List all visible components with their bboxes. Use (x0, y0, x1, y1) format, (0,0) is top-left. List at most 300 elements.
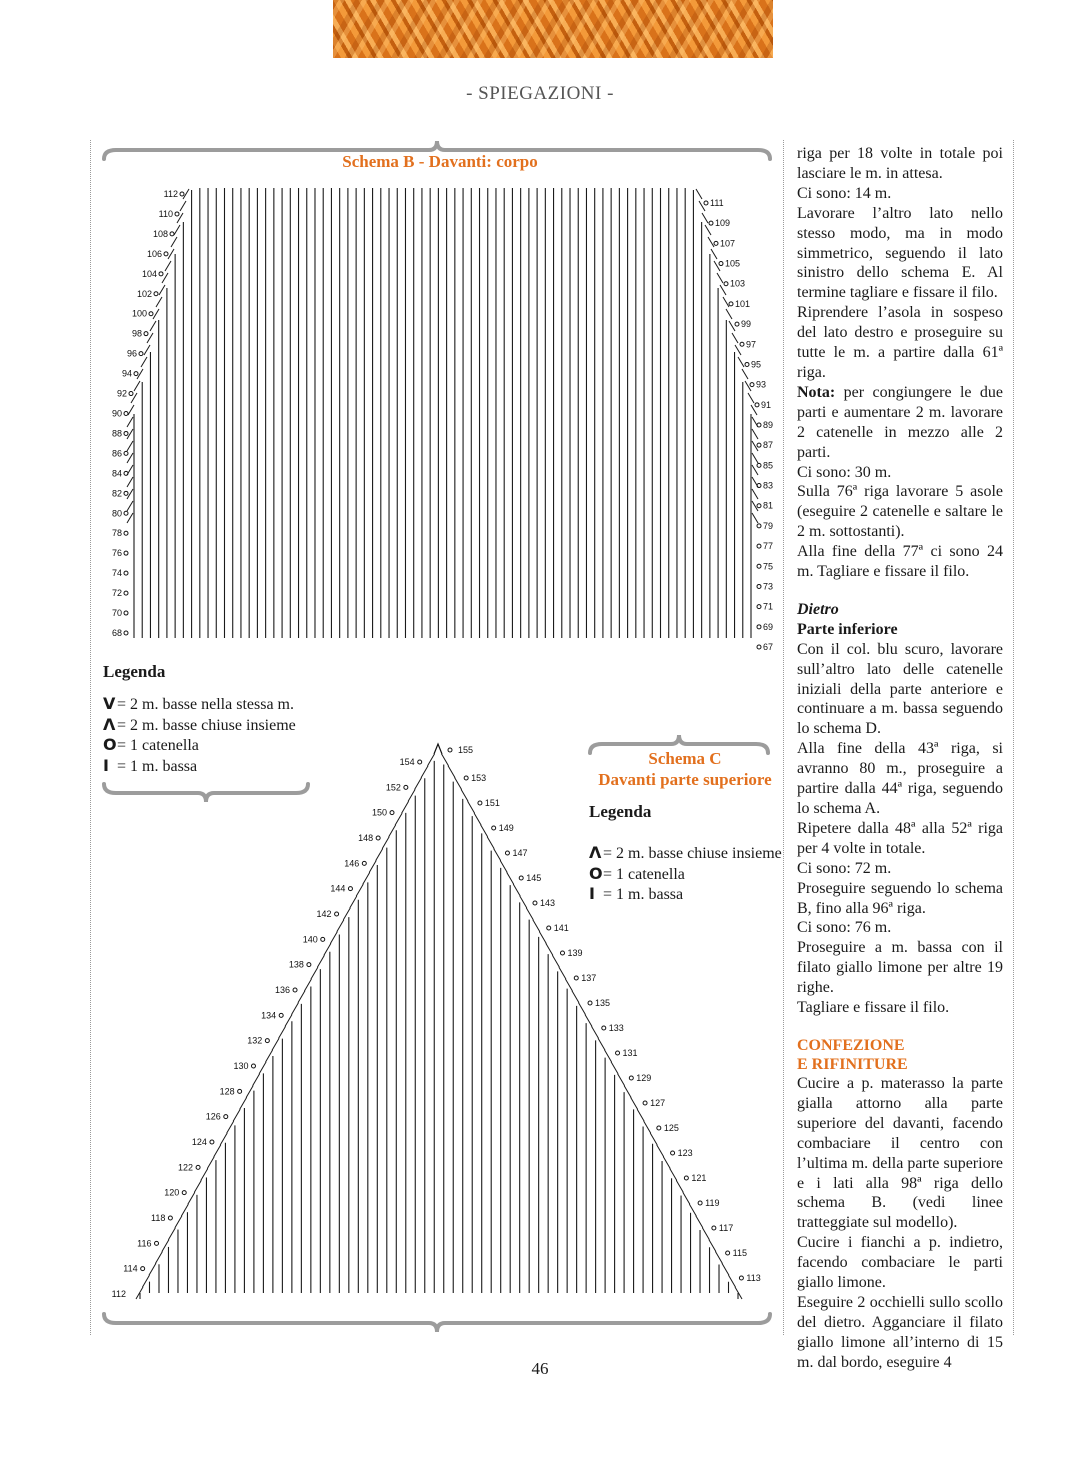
bar-symbol-icon: I (589, 884, 595, 903)
chain-mark (175, 212, 179, 216)
shaping-mark (214, 1145, 221, 1157)
chain-mark (307, 963, 311, 967)
schema-c-title: Schema C Davanti parte superiore (598, 749, 772, 789)
chain-mark (629, 1076, 633, 1080)
shaping-mark (127, 501, 133, 511)
chain-mark (519, 876, 523, 880)
shaping-mark (729, 321, 735, 331)
shaping-mark (507, 872, 514, 884)
shaping-mark (141, 357, 147, 367)
row-label: 88 (111, 428, 122, 439)
shaping-mark (389, 825, 396, 837)
shaping-mark (738, 357, 744, 367)
shaping-mark (363, 872, 370, 884)
row-label: 93 (756, 379, 767, 390)
row-label: 136 (275, 985, 291, 995)
shaping-mark (369, 860, 376, 872)
paragraph: riga per 18 volte in totale poi lasciare le m. in attesa. (797, 145, 1003, 182)
shaping-mark (279, 1026, 286, 1038)
chain-mark (712, 1226, 716, 1230)
shaping-mark (350, 896, 357, 908)
shaping-mark (526, 908, 533, 920)
row-label: 107 (720, 238, 736, 249)
chain-mark (238, 1089, 242, 1093)
page-number: 46 (531, 1359, 549, 1378)
shaping-mark (461, 789, 468, 801)
row-label: 155 (458, 745, 474, 755)
row-label: 94 (121, 368, 132, 379)
row-label: 141 (553, 923, 569, 933)
chain-mark (745, 362, 749, 366)
shaping-mark (637, 1109, 644, 1121)
row-label: 68 (111, 628, 122, 638)
row-label: 103 (730, 278, 746, 289)
chain-mark (643, 1101, 647, 1105)
chain-mark (210, 1140, 214, 1144)
legend-item-decrease: Λ = 2 m. basse chiuse insieme (589, 843, 782, 862)
shaping-mark (415, 778, 422, 790)
chain-mark (134, 372, 138, 376)
row-label: 123 (677, 1148, 693, 1158)
shaping-mark (644, 1121, 651, 1133)
shaping-mark (220, 1133, 227, 1145)
shaping-mark (266, 1050, 273, 1062)
chain-mark (196, 1165, 200, 1169)
chain-mark (129, 392, 133, 396)
shaping-mark (188, 1192, 195, 1204)
shaping-mark (702, 1228, 709, 1240)
chain-mark (251, 1064, 255, 1068)
chain-mark (141, 1267, 145, 1271)
shaping-mark (513, 884, 520, 896)
row-label: 79 (763, 520, 774, 531)
row-label: 106 (146, 248, 162, 259)
shaping-mark (752, 513, 758, 523)
chain-mark (159, 272, 163, 276)
shaping-mark (696, 189, 702, 199)
bracket-rule (104, 784, 308, 802)
chain-mark (180, 192, 184, 196)
legend-item-increase: V = 2 m. basse nella stessa m. (103, 694, 294, 713)
chain-mark (757, 463, 761, 467)
shaping-mark (500, 860, 507, 872)
schema-c-legend (589, 802, 782, 905)
paragraph-note: Nota: per congiungere le due parti e aumentare 2 m. lavorare 2 catenelle in mezzo alle 2 parti. (797, 383, 1003, 461)
paragraph: Eseguire 2 occhielli sullo scollo del dietro. Agganciare il filato giallo limone all’interno di 15 m. dal bordo, eseguire 4 (797, 1293, 1003, 1371)
shaping-mark (474, 813, 481, 825)
row-label: 72 (111, 588, 122, 599)
shaping-mark (127, 477, 133, 487)
shaping-mark (448, 766, 455, 778)
chain-mark (560, 951, 564, 955)
row-label: 140 (302, 934, 318, 945)
row-label: 152 (385, 782, 401, 793)
bracket-rule (104, 1314, 770, 1332)
row-label: 124 (191, 1137, 207, 1147)
shaping-mark (330, 932, 337, 944)
row-label: 126 (205, 1111, 221, 1122)
row-label: 101 (735, 298, 751, 309)
shaping-mark (177, 213, 183, 223)
shaping-mark (720, 285, 726, 295)
paragraph: Sulla 76ª riga lavorare 5 asole (eseguire 2 catenelle e saltare le 2 m. sottostanti). (797, 483, 1003, 541)
shaping-mark (657, 1145, 664, 1157)
paragraph: Ripetere dalla 48ª alla 52ª riga per 4 volte in totale. (797, 819, 1003, 857)
shaping-mark (168, 1228, 175, 1240)
shaping-mark (708, 237, 714, 247)
row-label: 100 (131, 308, 147, 319)
row-label: 133 (608, 1023, 624, 1033)
row-label: 76 (111, 548, 122, 559)
paragraph: Lavorare l’altro lato nello stesso modo, ma in modo simmetrico, seguendo il lato sinistro dello schema E. Al termine tagliare e fissare il filo. (797, 204, 1003, 302)
chain-mark (757, 524, 761, 528)
legend-item-chain: O= 1 catenella (589, 863, 685, 883)
row-label: 121 (691, 1173, 707, 1183)
chain-mark (757, 625, 761, 629)
chain-mark (164, 252, 168, 256)
shaping-mark (253, 1074, 260, 1086)
chain-mark (155, 1241, 159, 1245)
shaping-mark (592, 1026, 599, 1038)
shaping-mark (153, 309, 159, 319)
shaping-mark (539, 932, 546, 944)
shaping-mark (240, 1097, 247, 1109)
row-label: 117 (718, 1223, 734, 1233)
row-label: 71 (763, 601, 774, 612)
shaping-mark (546, 943, 553, 955)
chain-mark (448, 748, 452, 752)
row-label: 132 (247, 1035, 263, 1046)
paragraph: Alla fine della 77ª ci sono 24 m. Tagliare e fissare il filo. (797, 543, 1003, 581)
shaping-mark (705, 225, 711, 235)
shaping-mark (175, 1216, 182, 1228)
paragraph: Con il col. blu scuro, lavorare sull’altro lato delle catenelle iniziali della parte anteriore e continuare a m. bassa seguendo lo schema D. (797, 640, 1003, 738)
shaping-mark (272, 1038, 279, 1050)
schema-b-legend (103, 662, 296, 776)
chain-mark (124, 571, 128, 575)
shaping-mark (134, 381, 140, 391)
shaping-mark (285, 1015, 292, 1027)
chain-mark (124, 591, 128, 595)
chain-mark (757, 544, 761, 548)
shaping-mark (533, 920, 540, 932)
legend-title: Legenda (103, 662, 166, 681)
chain-mark (224, 1115, 228, 1119)
shaping-mark (162, 1240, 169, 1252)
row-label: 131 (622, 1048, 638, 1058)
row-label: 135 (595, 998, 611, 1008)
chain-mark (124, 451, 128, 455)
chain-mark (698, 1201, 702, 1205)
shaping-mark (559, 967, 566, 979)
legend-item-single: I = 1 m. bassa (103, 755, 198, 775)
chain-mark (168, 1216, 172, 1220)
shaping-mark (408, 789, 415, 801)
shaping-mark (663, 1157, 670, 1169)
shaping-mark (127, 417, 133, 427)
shaping-mark (683, 1192, 690, 1204)
chain-mark (293, 988, 297, 992)
row-label: 96 (126, 348, 137, 359)
shaping-mark (131, 393, 137, 403)
chain-mark (124, 531, 128, 535)
row-label: 83 (763, 480, 774, 491)
shaping-mark (670, 1169, 677, 1181)
shaping-mark (168, 249, 174, 259)
legend-item-decrease: Λ = 2 m. basse chiuse insieme (103, 714, 296, 734)
shaping-mark (150, 321, 156, 331)
shaping-mark (723, 297, 729, 307)
shaping-mark (715, 1251, 722, 1263)
chain-mark (574, 976, 578, 980)
shaping-mark (742, 369, 748, 379)
shaping-mark (402, 801, 409, 813)
chain-mark (154, 292, 158, 296)
chain-mark (602, 1026, 606, 1030)
shaping-mark (752, 489, 758, 499)
shaping-mark (732, 333, 738, 343)
chain-mark (139, 352, 143, 356)
row-label: 110 (158, 208, 173, 219)
chain-mark (376, 836, 380, 840)
bar-symbol-icon: I (103, 755, 109, 775)
shaping-mark (142, 1275, 149, 1287)
chain-mark (709, 221, 713, 225)
row-label: 148 (358, 833, 374, 843)
shaping-mark (722, 1263, 729, 1275)
chain-mark (724, 282, 728, 286)
chain-mark (757, 504, 761, 508)
shaping-mark (395, 813, 402, 825)
chain-mark (671, 1151, 675, 1155)
row-label: 150 (371, 807, 388, 818)
chain-mark (547, 926, 551, 930)
row-label: 115 (732, 1248, 747, 1258)
shaping-mark (696, 1216, 703, 1228)
chain-mark (757, 584, 761, 588)
row-label: 130 (233, 1061, 249, 1071)
row-label: 77 (763, 541, 774, 552)
shaping-mark (165, 261, 171, 271)
row-label: 147 (512, 848, 528, 858)
shaping-mark (468, 801, 475, 813)
row-label: 137 (581, 973, 597, 983)
row-label: 119 (705, 1198, 720, 1208)
v-symbol-icon: V (103, 694, 116, 713)
shaping-mark (748, 393, 754, 403)
chain-mark (279, 1013, 283, 1017)
shaping-mark (487, 837, 494, 849)
chain-mark (170, 232, 174, 236)
row-label: 85 (763, 460, 774, 471)
lambda-symbol-icon: Λ (589, 843, 602, 862)
shaping-mark (711, 249, 717, 259)
row-label: 74 (111, 568, 122, 579)
chain-mark (757, 564, 761, 568)
chain-mark (335, 912, 339, 916)
row-label: 114 (123, 1263, 138, 1274)
shaping-mark (317, 955, 324, 967)
chain-mark (404, 785, 408, 789)
paragraph: Proseguire seguendo lo schema B, fino alla 96ª riga. (797, 879, 1003, 917)
paragraph: Riprendere l’asola in sospeso del lato destro e proseguire su tutte le m. a partire dalla 61ª riga. (797, 304, 1003, 381)
row-label: 67 (763, 642, 774, 652)
chain-mark (124, 551, 128, 555)
chain-mark (478, 801, 482, 805)
row-label: 91 (761, 399, 772, 410)
row-label: 125 (663, 1123, 679, 1133)
row-label: 87 (763, 440, 774, 451)
row-label: 120 (164, 1187, 180, 1198)
row-label: 90 (111, 408, 122, 419)
row-label: 129 (636, 1073, 652, 1083)
chain-mark (321, 937, 325, 941)
shaping-mark (207, 1157, 214, 1169)
shaping-mark (127, 441, 133, 451)
row-label: 95 (751, 359, 762, 370)
row-label: 97 (746, 339, 757, 350)
shaping-mark (552, 955, 559, 967)
shaping-mark (578, 1003, 585, 1015)
shaping-mark (598, 1038, 605, 1050)
shaping-mark (726, 309, 732, 319)
chain-mark (739, 1276, 743, 1280)
chain-mark (726, 1251, 730, 1255)
shaping-mark (259, 1062, 266, 1074)
shaping-mark (311, 967, 318, 979)
row-label: 149 (498, 823, 514, 833)
row-label: 70 (111, 608, 122, 619)
row-label: 112 (163, 189, 178, 199)
row-label: 153 (471, 773, 487, 783)
paragraph: Alla fine della 43ª riga, si avranno 80 m., proseguire a partire dalla 44ª riga, seguendo lo schema A. (797, 740, 1003, 817)
row-label: 146 (344, 858, 360, 869)
shaping-mark (752, 453, 758, 463)
instructions-column (797, 144, 1003, 1373)
row-label: 82 (111, 488, 122, 499)
chain-mark (750, 383, 754, 387)
chain-mark (757, 423, 761, 427)
row-label: 109 (715, 218, 731, 229)
row-label: 81 (763, 500, 774, 511)
shaping-mark (735, 345, 741, 355)
chain-mark (492, 826, 496, 830)
row-label: 118 (151, 1213, 166, 1223)
shaping-mark (717, 273, 723, 283)
paragraph: Cucire a p. materasso la parte gialla attorno alla parte superiore del davanti, facendo combaciare il centro con l’ultima m. della parte superiore e i lati alla 98ª riga dello schema B. (vedi linee tratteggiate sul modello). (797, 1074, 1003, 1232)
paragraph: Cucire i fianchi a p. indietro, facendo combaciare le parti giallo limone. (797, 1234, 1003, 1292)
chain-mark (464, 776, 468, 780)
row-label: 89 (763, 420, 774, 430)
shaping-mark (624, 1086, 631, 1098)
legend-title: Legenda (589, 802, 652, 821)
row-label: 139 (567, 948, 583, 958)
shaping-mark (180, 201, 186, 211)
chain-mark (616, 1051, 620, 1055)
shaping-mark (442, 754, 449, 766)
shaping-mark (631, 1097, 638, 1109)
paragraph: Ci sono: 30 m. (797, 463, 892, 481)
chain-mark (182, 1191, 186, 1195)
chain-mark (719, 262, 723, 266)
page-header: - SPIEGAZIONI - (466, 83, 614, 104)
chain-mark (735, 322, 739, 326)
row-label: 144 (330, 883, 346, 894)
chain-mark (740, 342, 744, 346)
shaping-mark (246, 1086, 253, 1098)
row-label: 143 (539, 898, 556, 908)
shaping-mark (618, 1074, 625, 1086)
shaping-mark (149, 1263, 156, 1275)
section-title-dietro: Dietro (797, 600, 839, 618)
paragraph: Ci sono: 76 m. (797, 919, 892, 937)
shaping-mark (752, 429, 758, 439)
row-label: 116 (137, 1238, 152, 1249)
shaping-mark (298, 991, 305, 1003)
row-label: 80 (111, 508, 122, 519)
row-label: 84 (111, 468, 122, 479)
circle-symbol-icon: O (103, 735, 117, 754)
row-label: 98 (131, 328, 142, 339)
row-label: 92 (116, 388, 127, 399)
chain-mark (149, 312, 153, 316)
shaping-mark (128, 405, 134, 415)
chain-mark (144, 332, 148, 336)
chain-mark (362, 861, 366, 865)
chain-mark (714, 241, 718, 245)
shaping-mark (428, 754, 435, 766)
legend-item-single: I = 1 m. bassa (589, 884, 684, 903)
paragraph: Tagliare e fissare il filo. (797, 999, 950, 1017)
chain-mark (348, 887, 352, 891)
shaping-mark (455, 778, 462, 790)
shaping-mark (194, 1180, 201, 1192)
shaping-mark (494, 849, 501, 861)
shaping-mark (171, 237, 177, 247)
shaping-mark (376, 849, 383, 861)
paragraph: Ci sono: 72 m. (797, 859, 892, 877)
shaping-mark (291, 1003, 298, 1015)
chain-mark (755, 403, 759, 407)
paragraph: Ci sono: 14 m. (797, 184, 892, 202)
row-label: 86 (111, 448, 122, 459)
row-label: 99 (741, 319, 752, 330)
chain-mark (657, 1126, 661, 1130)
shaping-mark (144, 345, 150, 355)
shaping-mark (702, 213, 708, 223)
row-label: 127 (650, 1098, 666, 1108)
row-label: 112 (111, 1289, 126, 1299)
chain-mark (684, 1176, 688, 1180)
chain-mark (390, 811, 394, 815)
chain-mark (124, 412, 128, 416)
chain-mark (757, 443, 761, 447)
shaping-mark (572, 991, 579, 1003)
chain-mark (533, 901, 537, 905)
row-label: 102 (136, 288, 152, 299)
row-label: 73 (763, 581, 774, 592)
chain-mark (588, 1001, 592, 1005)
chain-mark (757, 645, 761, 649)
shaping-mark (337, 920, 344, 932)
chain-mark (124, 431, 128, 435)
row-label: 113 (746, 1273, 761, 1283)
shaping-mark (611, 1062, 618, 1074)
row-label: 151 (484, 798, 500, 808)
paragraph: Proseguire a m. bassa con il filato giallo limone per altre 19 righe. (797, 939, 1003, 997)
shaping-mark (155, 1251, 162, 1263)
shaping-mark (520, 896, 527, 908)
